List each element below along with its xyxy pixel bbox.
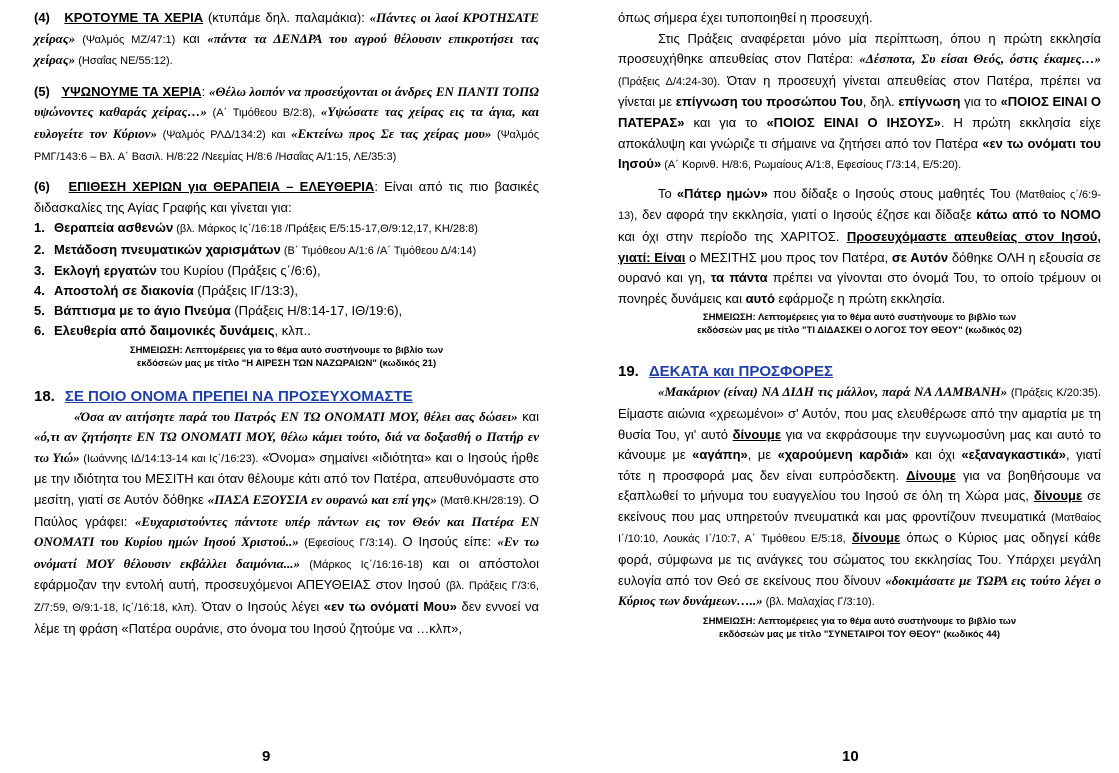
list-label: Αποστολή σε διακονία	[54, 282, 194, 298]
bold-text: σε Αυτόν	[891, 249, 949, 265]
continuation-text: όπως σήμερα έχει τυποποιηθεί η προσευχή.	[618, 10, 873, 25]
left-page	[0, 0, 555, 773]
text: , γιατί τότε η προσφορά μας δεν είναι ευπρόσδεκτη.	[618, 447, 1102, 483]
section-19-heading	[618, 363, 1101, 380]
footnote	[618, 615, 1101, 641]
section-title: ΣΕ ΠΟΙΟ ΟΝΟΜΑ ΠΡΕΠΕΙ ΝΑ ΠΡΟΣΕΥΧΟΜΑΣΤΕ	[64, 387, 413, 405]
text: Το	[658, 185, 677, 201]
reference: (Α΄ Κορινθ. Η/8:6, Ρωμαίους Α/1:8, Εφεσίους Γ/3:14, Ε/5:20).	[661, 159, 962, 172]
text: Στις Πράξεις αναφέρεται μόνο μία περίπτωση, όπου η πρώτη εκκλησία προσευχήθηκε απευθείας στον Πατέρα:	[618, 30, 1101, 67]
reference: (Μάρκος Ις΄/16:16-18)	[300, 558, 423, 571]
reference: του Κυρίου (Πράξεις ς΄/6:6),	[156, 262, 321, 278]
section-4	[34, 8, 539, 72]
text: και όχι	[908, 447, 962, 463]
bold-text: επίγνωση	[898, 94, 961, 110]
reference: (Πράξεις Κ/20:35).	[1007, 387, 1101, 400]
list-number: 6.	[34, 323, 45, 339]
bold-text: «χαρούμενη καρδιά»	[777, 447, 909, 463]
text: Είμαστε αιώνια «χρεωμένοι» σ' Αυτόν, που μας ελευθέρωσε από την αμαρτία με τη θυσία Του, γι' αυτό	[618, 405, 1101, 442]
footnote-line: εκδόσεών μας με τίτλο "ΣΥΝΕΤΑΙΡΟΙ ΤΟΥ ΘΕΟΥ" (κωδικός 44)	[718, 628, 1000, 640]
list-number: 2.	[34, 241, 45, 257]
text: «Όνομα» σημαίνει «ιδιότητα» και ο Ιησούς ήρθε με την ιδιότητα του ΜΕΣΙΤΗ και όταν θέλουμε κάτι από τον Πατέρα, απευθυνόμαστε στο μεσίτη, γιατί σε Αυτόν δόθηκε	[34, 449, 539, 507]
text: Όταν ο Ιησούς λέγει	[197, 598, 324, 614]
reference: (Ησαΐας ΝΕ/55:12).	[75, 55, 173, 68]
underlined-bold-text: Προσευχόμαστε απευθείας στον Ιησού, γιατί: Είναι	[618, 228, 1101, 265]
underlined-bold-text: Δίνουμε	[906, 467, 956, 483]
paragraph-lords-prayer	[618, 184, 1101, 310]
section-5-label: (5)	[34, 83, 50, 99]
reference: (Ψαλμός ΜΖ/47:1)	[75, 33, 176, 46]
footnote	[618, 311, 1101, 337]
footnote-line: ΣΗΜΕΙΩΣΗ: Λεπτομέρειες για το θέμα αυτό συστήνουμε το βιβλίο των	[129, 344, 444, 356]
text: και	[517, 408, 540, 424]
text: . Η πρώτη εκκλησία είχε αποκάλυψη και γνώριζε τι σήμαινε να ζητήσει από τον Πατέρα	[618, 114, 1101, 151]
section-18-heading	[34, 388, 539, 405]
footnote-line: ΣΗΜΕΙΩΣΗ: Λεπτομέρειες για το θέμα αυτό συστήνουμε το βιβλίο των	[702, 615, 1017, 627]
footnote-line: εκδόσεών μας με τίτλο "Η ΑΙΡΕΣΗ ΤΩΝ ΝΑΖΩΡΑΙΩΝ" (κωδικός 21)	[136, 357, 437, 369]
bold-text: αυτό	[745, 290, 775, 306]
paragraph-acts	[618, 29, 1101, 176]
page-number: 10	[842, 748, 859, 765]
text: Όταν η προσευχή γίνεται απευθείας στον Πατέρα, πρέπει να γίνεται με	[618, 72, 1101, 110]
section-6-title: ΕΠΙΘΕΣΗ ΧΕΡΙΩΝ για ΘΕΡΑΠΕΙΑ – ΕΛΕΥΘΕΡΙΑ	[68, 179, 375, 195]
text: Ο Παύλος γράφει:	[34, 491, 540, 529]
footnote-line: ΣΗΜΕΙΩΣΗ: Λεπτομέρειες για το θέμα αυτό συστήνουμε το βιβλίο των	[702, 312, 1017, 324]
reference: (Β΄ Τιμόθεου Α/1:6 /Α΄ Τιμόθεου Δ/4:14)	[280, 244, 477, 257]
text: , δηλ.	[862, 94, 899, 110]
reference: (Ιωάννης ΙΔ/14:13-14 και Ις΄/16:23).	[79, 452, 263, 465]
reference: (Ψαλμός ΡΜΓ/143:6 – Βλ. Α΄ Βασιλ. Η/8:22 /Νεεμίας Η/8:6 /Ησαΐας Α/1:15, ΛΕ/35:3)	[34, 128, 539, 163]
reference: (βλ. Μαλαχίας Γ/3:10).	[762, 596, 875, 609]
right-page	[560, 0, 1119, 773]
quote: «Ευχαριστούντες πάντοτε υπέρ πάντων εις τον Θεόν και Πατέρα ΕΝ ΟΝΟΜΑΤΙ του Κυρίου ημών Ιησού Χριστού..»	[34, 513, 539, 550]
section-4-label: (4)	[34, 10, 50, 25]
list-label: Μετάδοση πνευματικών χαρισμάτων	[54, 241, 281, 257]
quote: «Εκτείνω προς Σε τας χείρας μου»	[291, 125, 492, 141]
reference: (βλ. Μάρκος Ις΄/16:18 /Πράξεις Ε/5:15-17,Θ/9:12,17, ΚΗ/28:8)	[173, 223, 478, 236]
list-label: Εκλογή εργατών	[54, 262, 157, 278]
text: ο ΜΕΣΙΤΗΣ μου προς τον Πατέρα,	[685, 249, 892, 265]
quote: «πάντα τα ΔΕΝΔΡΑ του αγρού θέλουσιν επικροτήσει τας χείρας»	[34, 30, 539, 68]
reference: (Πράξεις Η/8:14-17, ΙΘ/19:6),	[230, 303, 403, 319]
text: για να εκφράσουμε την ευγνωμοσύνη μας και αυτό το κάνουμε με	[618, 426, 1101, 463]
text: δεν εννοεί να λέμε τη φράση «Πατέρα ουράνιε, στο όνομα του Ιησού ζητούμε να …κλπ»,	[34, 598, 539, 636]
list-label: Βάπτισμα με το άγιο Πνεύμα	[54, 303, 231, 319]
quote: «Υψώσατε τας χείρας εις τα άγια, και ευλογείτε τον Κύριον»	[34, 104, 540, 141]
list-number: 5.	[34, 303, 45, 319]
quote: «Όσα αν αιτήσητε παρά του Πατρός ΕΝ ΤΩ ΟΝΟΜΑΤΙ ΜΟΥ, θέλει σας δώσει»	[74, 408, 518, 424]
text: εφάρμοζε η πρώτη εκκλησία.	[774, 290, 946, 306]
quote: «Δέσποτα, Συ είσαι Θεός, όστις έκαμες…»	[859, 51, 1101, 67]
section-number: 19.	[618, 363, 639, 381]
quote: «ό,τι αν ζητήσητε ΕΝ ΤΩ ΟΝΟΜΑΤΙ ΜΟΥ, θέλω κάμει τούτο, διά να δοξασθή ο Πατήρ εν τω Υιώ»	[34, 429, 539, 465]
text: για το	[960, 94, 1001, 110]
bold-text: «εξαναγκαστικά»	[961, 447, 1067, 463]
text: :	[201, 83, 209, 99]
reference: (Πράξεις ΙΓ/13:3),	[193, 282, 298, 298]
reference: (Ματθαίος ς΄/6:9-13)	[618, 188, 1102, 223]
text: σε εκείνους που μας υπηρετούν πνευματικά και μας φροντίζουν πνευματικά	[618, 488, 1102, 524]
text: και οι απόστολοι εφάρμοζαν την εντολή αυτή, προσευχόμενοι ΑΠΕΥΘΕΙΑΣ στον Ιησού	[34, 555, 539, 593]
text: όπως ο Κύριος μας οδηγεί κάθε φορά, σύμφωνα με τις ανάγκες του σώματος του εκκλησίας Του. Υπάρχει μεγάλη ευλογία από τον Θεό σε εκείνους που δίνουν	[618, 530, 1101, 588]
bold-text: «εν τω ονόματί Μου»	[323, 598, 457, 614]
reference: (Ψαλμός ΡΛΔ/134:2) και	[157, 128, 292, 141]
list-label: Θεραπεία ασθενών	[54, 220, 174, 236]
reference: (Εφεσίους Γ/3:14).	[298, 537, 403, 550]
healing-list	[34, 218, 539, 341]
underlined-bold-text: δίνουμε	[732, 426, 781, 442]
text: , με	[747, 447, 778, 463]
text: πρέπει να γίνονται στο όνομά Του, το οποίο τρέμουν οι πονηρές δυνάμεις και	[618, 270, 1102, 306]
list-number: 3.	[34, 262, 45, 278]
reference: , κλπ..	[274, 323, 311, 339]
bold-text: «ΠΟΙΟΣ ΕΙΝΑΙ Ο ΠΑΤΕΡΑΣ»	[618, 94, 1101, 130]
quote: «Θέλω λοιπόν να προσεύχονται οι άνδρες ΕΝ ΠΑΝΤΙ ΤΟΠΩ υψώνοντες καθαράς χείρας…»	[34, 83, 539, 120]
underlined-bold-text: δίνουμε	[1033, 488, 1083, 504]
text: που δίδαξε ο Ιησούς στους μαθητές Του	[767, 185, 1016, 201]
text: και	[175, 30, 208, 46]
text: δόθηκε ΟΛΗ η εξουσία σε ουρανό και γη,	[618, 249, 1101, 286]
reference: (Ματθ.ΚΗ/28:19).	[436, 494, 529, 507]
bold-text: «Πάτερ ημών»	[676, 185, 768, 201]
reference: (Ματθαίος Ι΄/10:10, Λουκάς Ι΄/10:7, Α΄ Τιμόθεου Ε/5:18,	[618, 511, 1101, 546]
text: : Είναι από τις πιο βασικές διδασκαλίες της Αγίας Γραφής και γίνεται για:	[34, 179, 539, 215]
quote: «δοκιμάσατε με ΤΩΡΑ εις τούτο λέγει ο Κύριος των δυνάμεων…..»	[618, 572, 1101, 609]
bold-text: «αγάπη»	[692, 447, 748, 463]
quote: «ΠΑΣΑ ΕΞΟΥΣΙΑ εν ουρανώ και επί γης»	[207, 491, 437, 507]
reference: (Α΄ Τιμόθεου Β/2:8),	[206, 107, 321, 120]
text: και όχι στην περίοδο της ΧΑΡΙΤΟΣ.	[618, 228, 847, 244]
bold-text: τα πάντα	[710, 270, 768, 286]
section-title: ΔΕΚΑΤΑ και ΠΡΟΣΦΟΡΕΣ	[648, 363, 834, 381]
text: Ο Ιησούς είπε:	[402, 534, 498, 550]
list-number: 1.	[34, 220, 45, 236]
section-5-title: ΥΨΩΝΟΥΜΕ ΤΑ ΧΕΡΙΑ	[61, 83, 202, 99]
section-5	[34, 82, 539, 167]
list-number: 4.	[34, 282, 45, 298]
footnote-line: εκδόσεών μας με τίτλο "ΤΙ ΔΙΔΑΣΚΕΙ Ο ΛΟΓΟΣ ΤΟΥ ΘΕΟΥ" (κωδικός 02)	[697, 325, 1022, 337]
list-item	[34, 281, 539, 301]
page-number: 9	[262, 748, 271, 765]
underlined-bold-text: δίνουμε	[851, 530, 901, 546]
bold-text: «εν τω ονόματι του Ιησού»	[618, 135, 1101, 172]
reference: (Πράξεις Δ/4:24-30).	[618, 75, 721, 88]
text: , δεν αφορά την εκκλησία, γιατί ο Ιησούς έζησε και δίδαξε	[633, 207, 977, 223]
list-item	[34, 240, 539, 261]
footnote	[34, 344, 539, 370]
text: για να βοηθήσουμε να εξαπλωθεί το μήνυμα του ευαγγελίου του Ιησού σε όλη τη Χώρα μας,	[618, 467, 1102, 504]
section-6	[34, 177, 539, 218]
text: και για το	[684, 114, 767, 130]
section-19-body	[618, 382, 1101, 613]
quote: «Εν τω ονόματί ΜΟΥ θέλουσιν εκβάλλει δαιμόνια...»	[34, 534, 539, 571]
list-item	[34, 261, 539, 281]
reference: (βλ. Πράξεις Γ/3:6, Ζ/7:59, Θ/9:1-18, Ις΄/16:18, κλπ).	[34, 580, 539, 614]
quote: «Πάντες οι λαοί ΚΡΟΤΗΣΑΤΕ χείρας»	[34, 10, 539, 46]
bold-text: επίγνωση του προσώπου Του	[675, 94, 863, 110]
section-18-body	[34, 407, 539, 640]
bold-text: κάτω από το ΝΟΜΟ	[976, 207, 1101, 223]
section-4-title: ΚΡΟΤΟΥΜΕ ΤΑ ΧΕΡΙΑ	[64, 10, 204, 25]
list-item	[34, 321, 539, 341]
bold-text: «ΠΟΙΟΣ ΕΙΝΑΙ Ο ΙΗΣΟΥΣ»	[766, 114, 941, 130]
quote: «Μακάριον (είναι) ΝΑ ΔΙΔΗ τις μάλλον, παρά ΝΑ ΛΑΜΒΑΝΗ»	[658, 384, 1008, 400]
section-number: 18.	[34, 387, 55, 405]
list-item	[34, 301, 539, 321]
list-label: Ελευθερία από δαιμονικές δυνάμεις	[54, 323, 275, 339]
list-item	[34, 218, 539, 239]
text: (κτυπάμε δηλ. παλαμάκια):	[203, 10, 370, 25]
section-6-label: (6)	[34, 179, 50, 195]
